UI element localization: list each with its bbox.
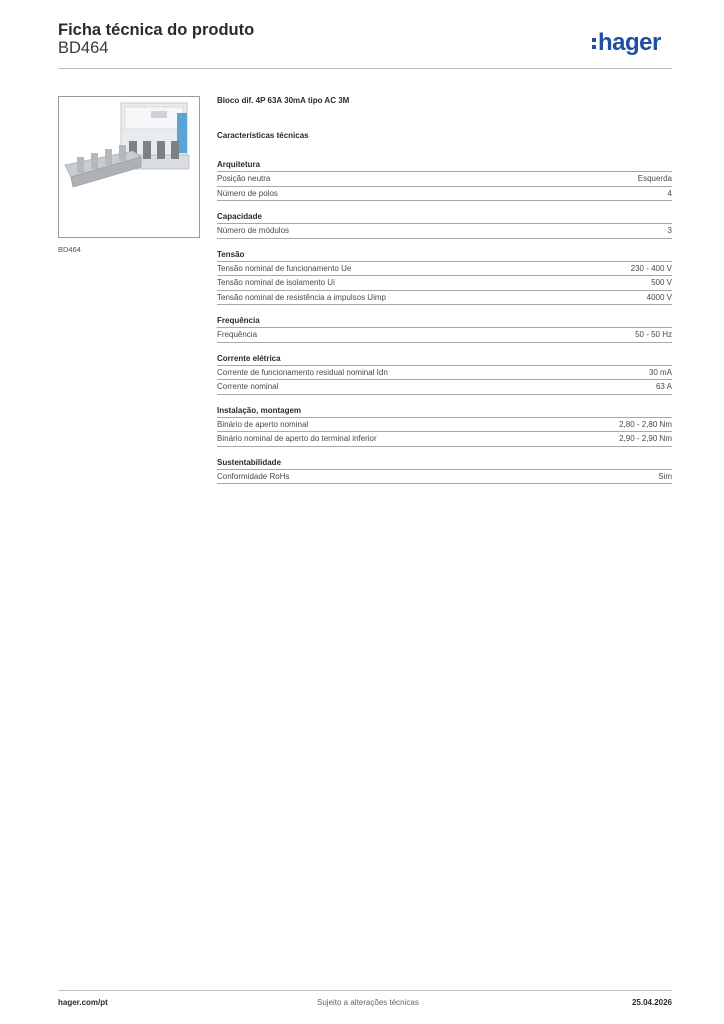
spec-value: 63 A bbox=[655, 382, 672, 391]
spec-value: 30 mA bbox=[648, 367, 672, 377]
hager-logo bbox=[592, 28, 661, 58]
residual-current-block-icon bbox=[59, 97, 199, 237]
section-title: Instalação, montagem bbox=[217, 405, 672, 418]
footer-website-link[interactable]: hager.com/pt bbox=[58, 998, 108, 1007]
section-corrente-eletrica bbox=[217, 353, 672, 395]
spec-label: Tensão nominal de resistência a impulsos Uimp bbox=[217, 292, 386, 302]
image-caption: BD464 bbox=[58, 245, 81, 254]
spec-row bbox=[217, 187, 672, 202]
spec-value: 2,90 - 2,90 Nm bbox=[619, 434, 672, 443]
spec-value: Sim bbox=[658, 471, 672, 481]
section-capacidade bbox=[217, 211, 672, 239]
section-title: Sustentabilidade bbox=[217, 457, 672, 470]
spec-row bbox=[217, 172, 672, 187]
spec-label: Frequência bbox=[217, 330, 258, 339]
spec-label: Conformidade RoHs bbox=[217, 471, 290, 481]
spec-value: 500 V bbox=[651, 278, 672, 287]
section-frequencia bbox=[217, 315, 672, 343]
section-tensao bbox=[217, 249, 672, 306]
logo-text: hager bbox=[598, 29, 661, 56]
section-arquitetura bbox=[217, 159, 672, 201]
product-reference: BD464 bbox=[58, 39, 109, 57]
spec-label: Binário nominal de aperto do terminal inferior bbox=[217, 434, 377, 443]
footer-notice: Sujeito a alterações técnicas bbox=[317, 998, 419, 1007]
section-sustentabilidade bbox=[217, 457, 672, 485]
characteristics-title: Características técnicas bbox=[217, 131, 309, 140]
spec-row bbox=[217, 470, 672, 485]
spec-label: Tensão nominal de funcionamento Ue bbox=[217, 263, 352, 273]
section-instalacao-montagem bbox=[217, 405, 672, 447]
page-title: Ficha técnica do produto bbox=[58, 21, 255, 39]
spec-label: Corrente de funcionamento residual nominal Idn bbox=[217, 367, 388, 377]
spec-row bbox=[217, 432, 672, 447]
spec-label: Posição neutra bbox=[217, 174, 271, 183]
spec-label: Número de módulos bbox=[217, 226, 290, 235]
spec-label: Corrente nominal bbox=[217, 382, 279, 391]
section-title: Corrente elétrica bbox=[217, 353, 672, 366]
spec-row bbox=[217, 366, 672, 381]
specification-panel bbox=[217, 96, 672, 484]
spec-row bbox=[217, 262, 672, 277]
spec-value: 3 bbox=[667, 226, 672, 235]
spec-row bbox=[217, 328, 672, 343]
spec-value: 4 bbox=[667, 188, 672, 198]
spec-label: Tensão nominal de isolamento Ui bbox=[217, 278, 335, 287]
spec-row bbox=[217, 291, 672, 306]
spec-label: Número de polos bbox=[217, 188, 278, 198]
spec-value: 50 - 50 Hz bbox=[635, 330, 672, 339]
spec-value: 2,80 - 2,80 Nm bbox=[619, 419, 672, 429]
section-title: Frequência bbox=[217, 315, 672, 328]
product-name: Bloco dif. 4P 63A 30mA tipo AC 3M bbox=[217, 96, 350, 105]
logo-dots-icon bbox=[592, 38, 596, 49]
product-image bbox=[58, 96, 200, 238]
spec-value: 4000 V bbox=[646, 292, 672, 302]
section-title: Capacidade bbox=[217, 211, 672, 224]
spec-row bbox=[217, 418, 672, 433]
footer-divider bbox=[58, 990, 672, 991]
spec-row bbox=[217, 276, 672, 291]
header-divider bbox=[58, 68, 672, 69]
spec-row bbox=[217, 224, 672, 239]
spec-value: 230 - 400 V bbox=[630, 263, 672, 273]
spec-value: Esquerda bbox=[637, 174, 672, 183]
spec-label: Binário de aperto nominal bbox=[217, 419, 309, 429]
footer-date: 25.04.2026 bbox=[631, 998, 672, 1007]
spec-row bbox=[217, 380, 672, 395]
section-title: Tensão bbox=[217, 249, 672, 262]
section-title: Arquitetura bbox=[217, 159, 672, 172]
